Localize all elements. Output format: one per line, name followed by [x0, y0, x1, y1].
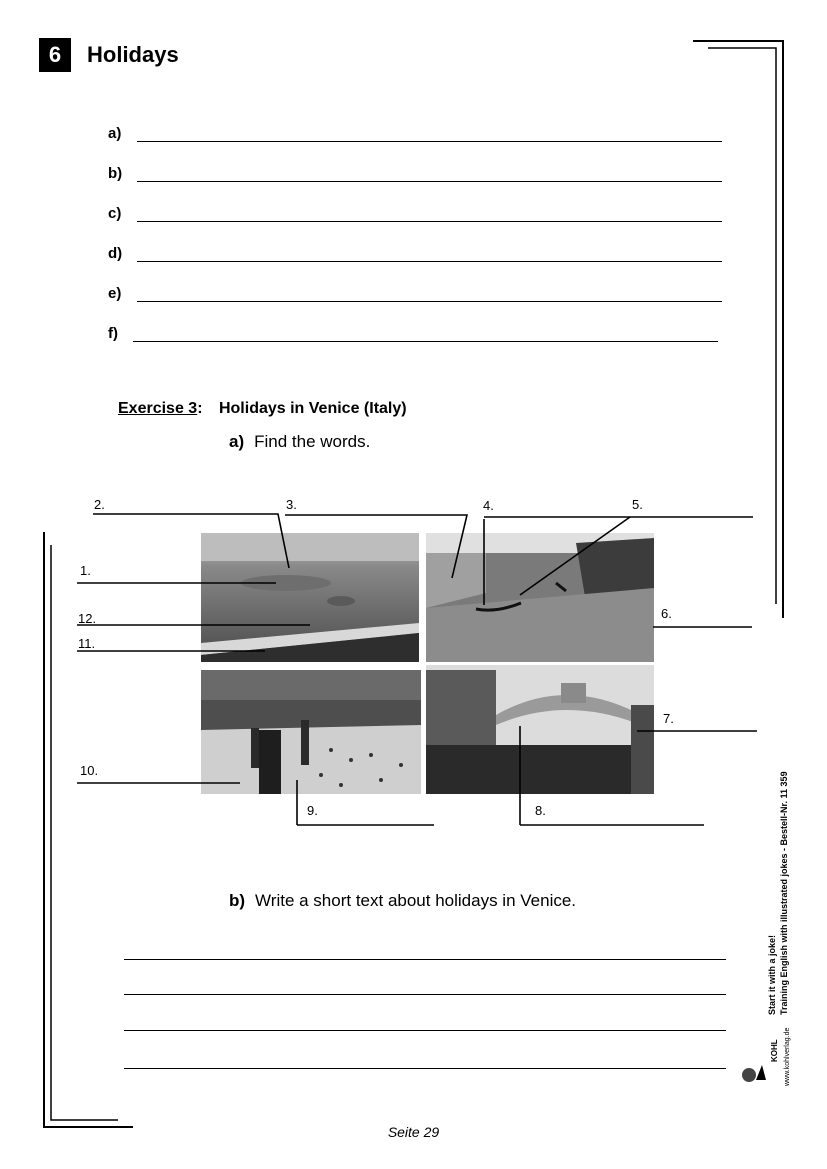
exercise-title: Holidays in Venice (Italy) — [218, 400, 407, 417]
answer-label-f: f) — [108, 325, 118, 342]
callout-2: 2. — [94, 497, 105, 512]
callout-6: 6. — [661, 606, 672, 621]
callout-5: 5. — [632, 497, 643, 512]
callout-7: 7. — [663, 711, 674, 726]
answer-label-e: e) — [108, 285, 122, 302]
part-b-text: Write a short text about holidays in Venice. — [255, 891, 577, 910]
exercise-colon: : — [197, 400, 203, 417]
callout-1: 1. — [80, 563, 91, 578]
publisher-name: KOHL — [770, 1039, 779, 1062]
answer-label-d: d) — [108, 245, 123, 262]
answer-label-a: a) — [108, 125, 122, 142]
part-a-text: Find the words. — [254, 432, 371, 451]
publisher-url[interactable]: www.kohlverlag.de — [784, 1027, 791, 1086]
writing-line-3[interactable] — [124, 1030, 726, 1031]
side-order-info: Training English with illustrated jokes - Bestell-Nr. 11 359 — [779, 771, 789, 1015]
writing-line-2[interactable] — [124, 994, 726, 995]
answer-label-b: b) — [108, 165, 123, 182]
side-series-title: Start it with a joke! — [767, 934, 777, 1015]
exercise-label: Exercise 3 — [118, 400, 198, 417]
callout-11: 11. — [78, 636, 96, 651]
callout-4: 4. — [483, 498, 494, 513]
callout-3: 3. — [286, 497, 297, 512]
callout-12: 12. — [78, 611, 97, 626]
page-title: Holidays — [87, 42, 179, 67]
callout-9: 9. — [307, 803, 318, 818]
writing-line-1[interactable] — [124, 959, 726, 960]
publisher-logo — [740, 1025, 770, 1087]
chapter-number: 6 — [39, 38, 71, 72]
callout-10: 10. — [80, 763, 99, 778]
writing-line-4[interactable] — [124, 1068, 726, 1069]
part-b-letter: b) — [229, 891, 246, 910]
callout-8: 8. — [535, 803, 546, 818]
answer-label-c: c) — [108, 205, 122, 222]
page-number: Seite 29 — [387, 1124, 440, 1140]
part-a-letter: a) — [229, 432, 245, 451]
exercise-part-b — [229, 891, 576, 911]
